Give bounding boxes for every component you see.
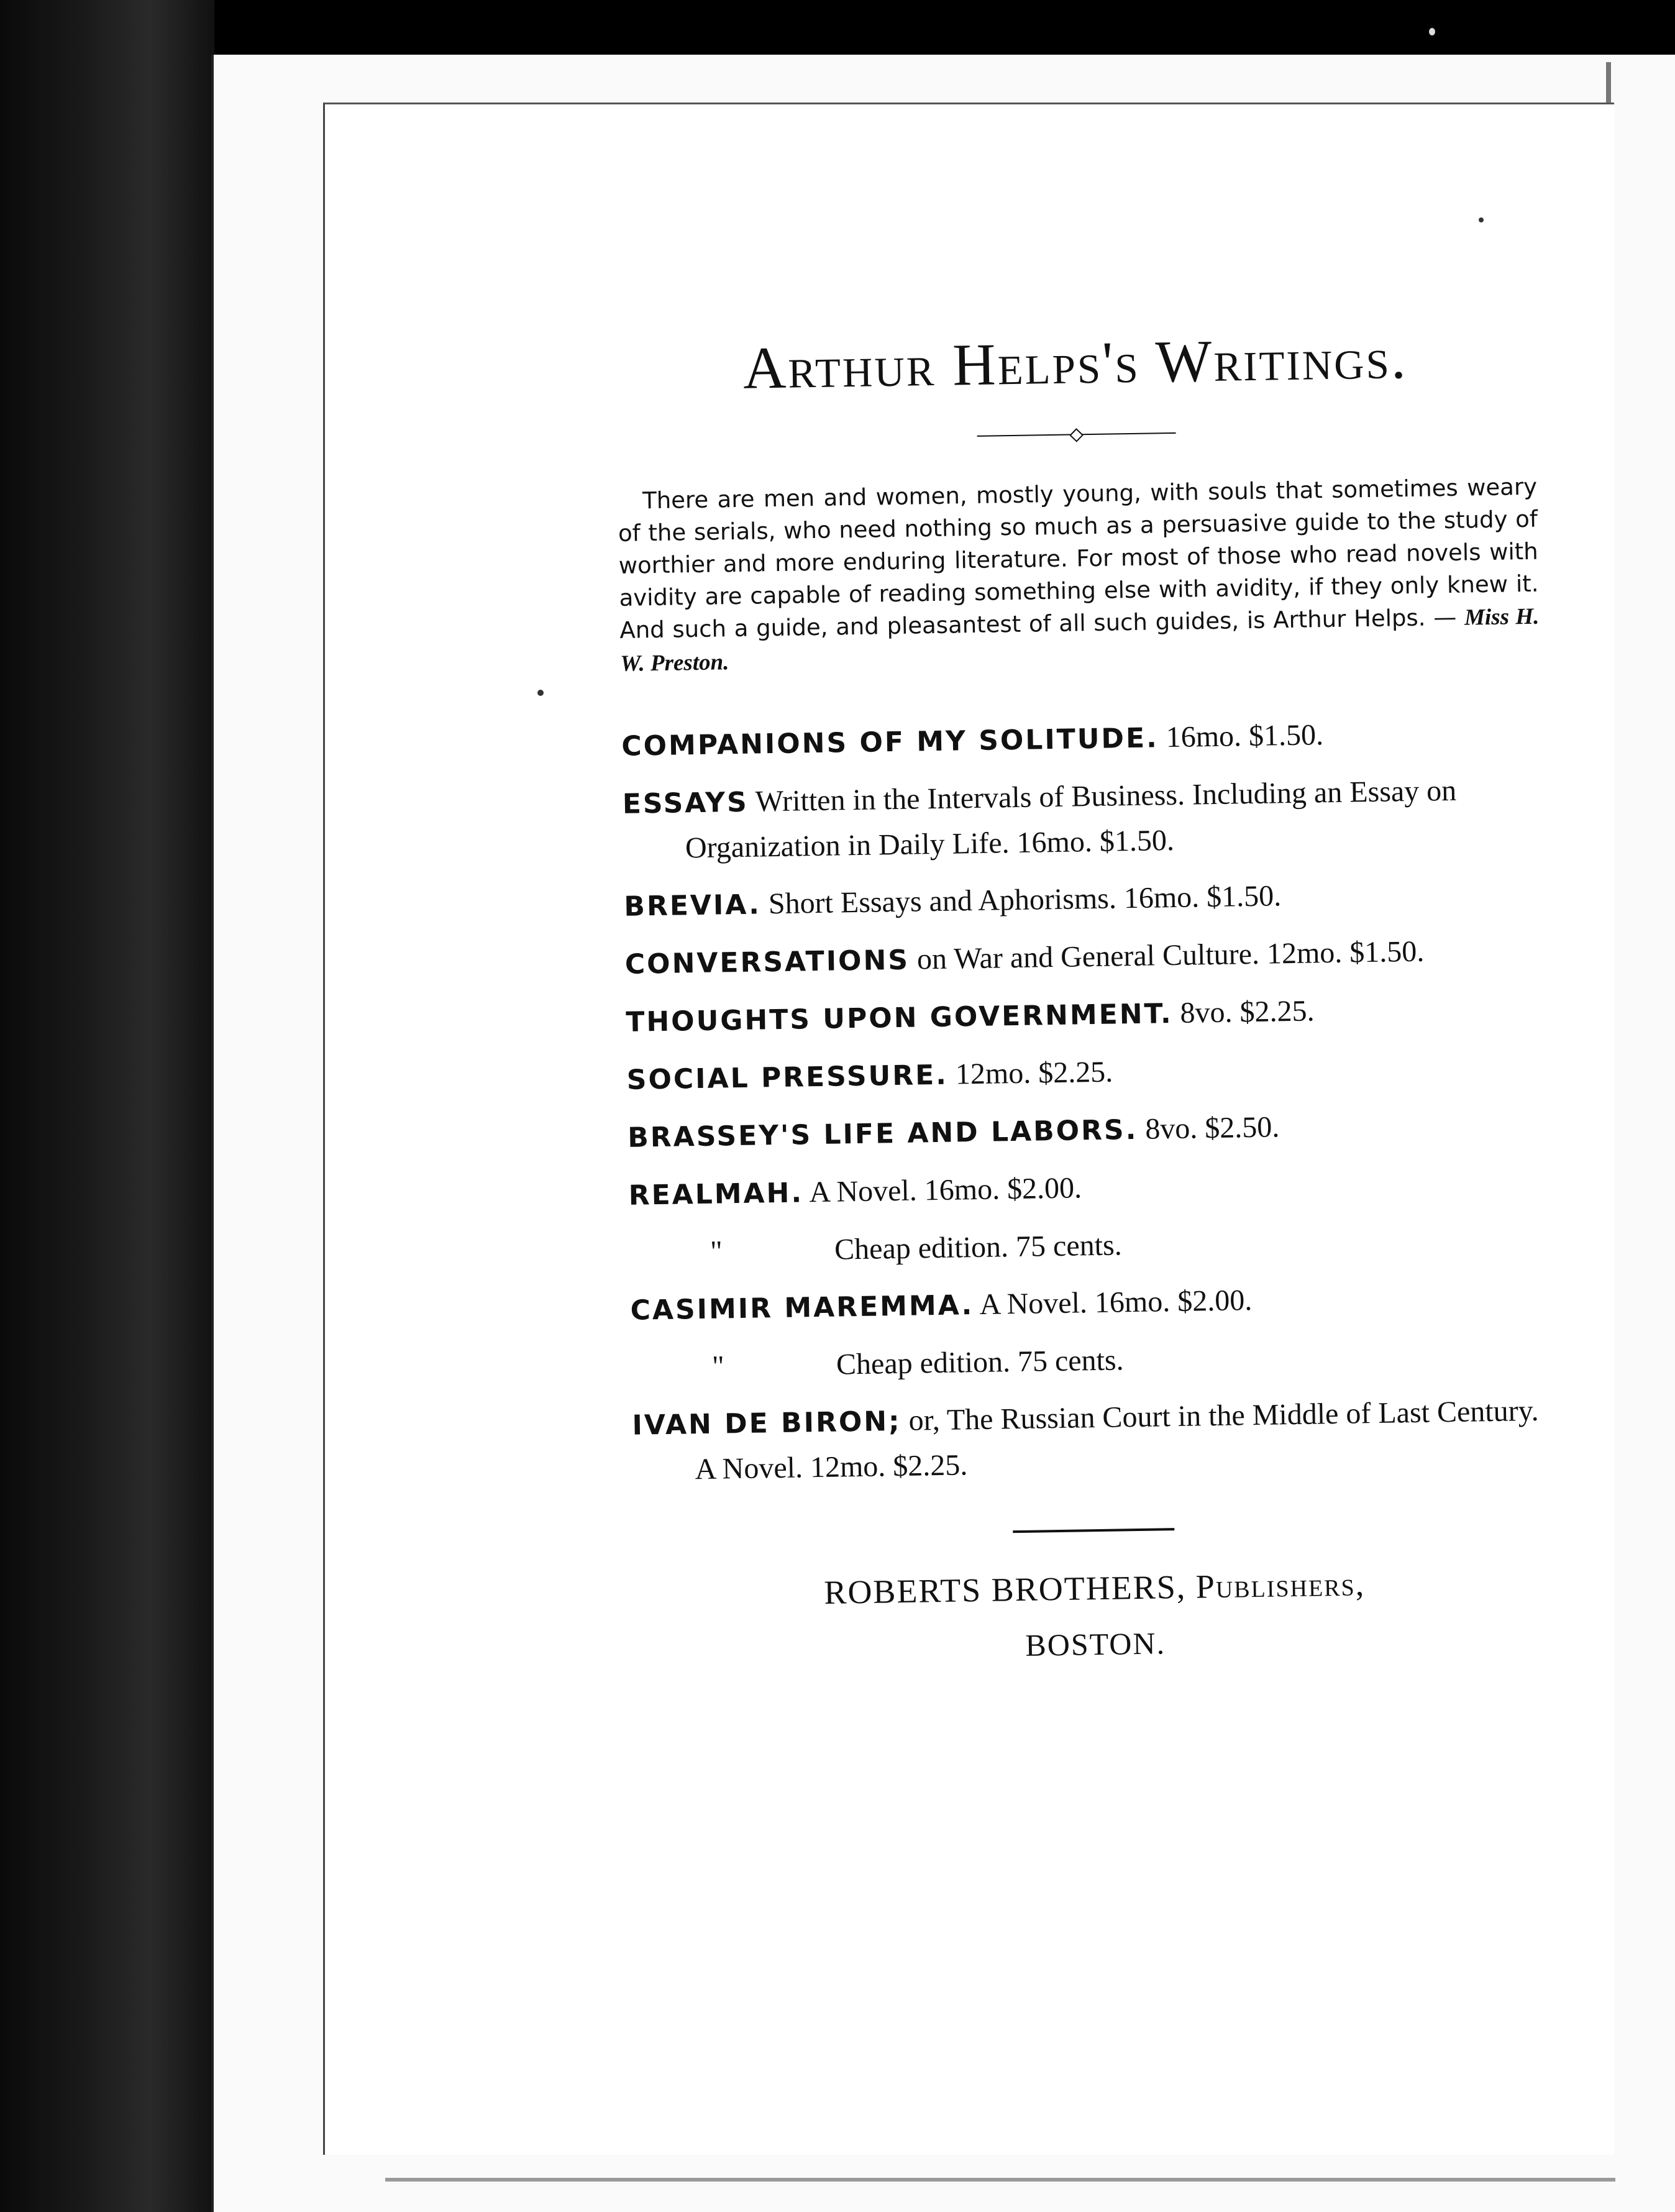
speck xyxy=(537,690,544,696)
publisher-city: BOSTON. xyxy=(1025,1625,1166,1663)
page-bottom-edge xyxy=(385,2178,1615,2182)
book-entry: COMPANIONS OF MY SOLITUDE. 16mo. $1.50. xyxy=(621,718,1324,762)
book-entry: THOUGHTS UPON GOVERNMENT. 8vo. $2.25. xyxy=(625,994,1315,1038)
book-entry: IVAN DE BIRON; or, The Russian Court in the Middle of Last Century. A Novel. 12mo. $2.25. xyxy=(632,1394,1539,1486)
book-entry: CONVERSATIONS on War and General Culture. 12mo. $1.50. xyxy=(624,935,1425,980)
publisher-line xyxy=(634,1562,1554,1615)
divider-rule xyxy=(1013,1528,1174,1533)
book-entry: ESSAYS Written in the Intervals of Business. Including an Essay on Organization in Daily Life. 16mo. $1.50. xyxy=(622,774,1457,865)
page-title: Arthur Helps's Writings. xyxy=(742,324,1408,401)
book-entry: BREVIA. Short Essays and Aphorisms. 16mo. $1.50. xyxy=(624,879,1282,923)
ornamental-rule xyxy=(977,427,1175,442)
book-sub-entry: " Cheap edition. 75 cents. xyxy=(710,1228,1123,1268)
speck xyxy=(1479,217,1484,222)
advertisement-content xyxy=(615,321,1556,1670)
book-list xyxy=(621,710,1553,1493)
publisher-role: Publishers, xyxy=(1195,1565,1366,1606)
book-entry: SOCIAL PRESSURE. 12mo. $2.25. xyxy=(626,1055,1113,1096)
quote-text: There are men and women, mostly young, with souls that sometimes weary of the serials, who need nothing so much as a persuasive guide to the study of worthier and more enduring literature. For most of those who read novels with avidity are capable of reading something else with avidity, if they only knew it. And such a guide, and pleasantest of all such guides, is Arthur Helps. — xyxy=(618,473,1539,644)
quote-attribution: Miss H. W. Preston. xyxy=(619,603,1540,677)
review-quote xyxy=(618,471,1540,680)
book-entry: BRASSEY'S LIFE AND LABORS. 8vo. $2.50. xyxy=(627,1110,1280,1154)
speck xyxy=(1429,28,1435,35)
book-binding xyxy=(0,0,214,2212)
book-entry: CASIMIR MAREMMA. A Novel. 16mo. $2.00. xyxy=(630,1284,1253,1327)
book-entry: REALMAH. A Novel. 16mo. $2.00. xyxy=(628,1171,1082,1212)
publisher-name: ROBERTS BROTHERS, xyxy=(823,1568,1187,1611)
book-sub-entry: " Cheap edition. 75 cents. xyxy=(711,1343,1124,1383)
